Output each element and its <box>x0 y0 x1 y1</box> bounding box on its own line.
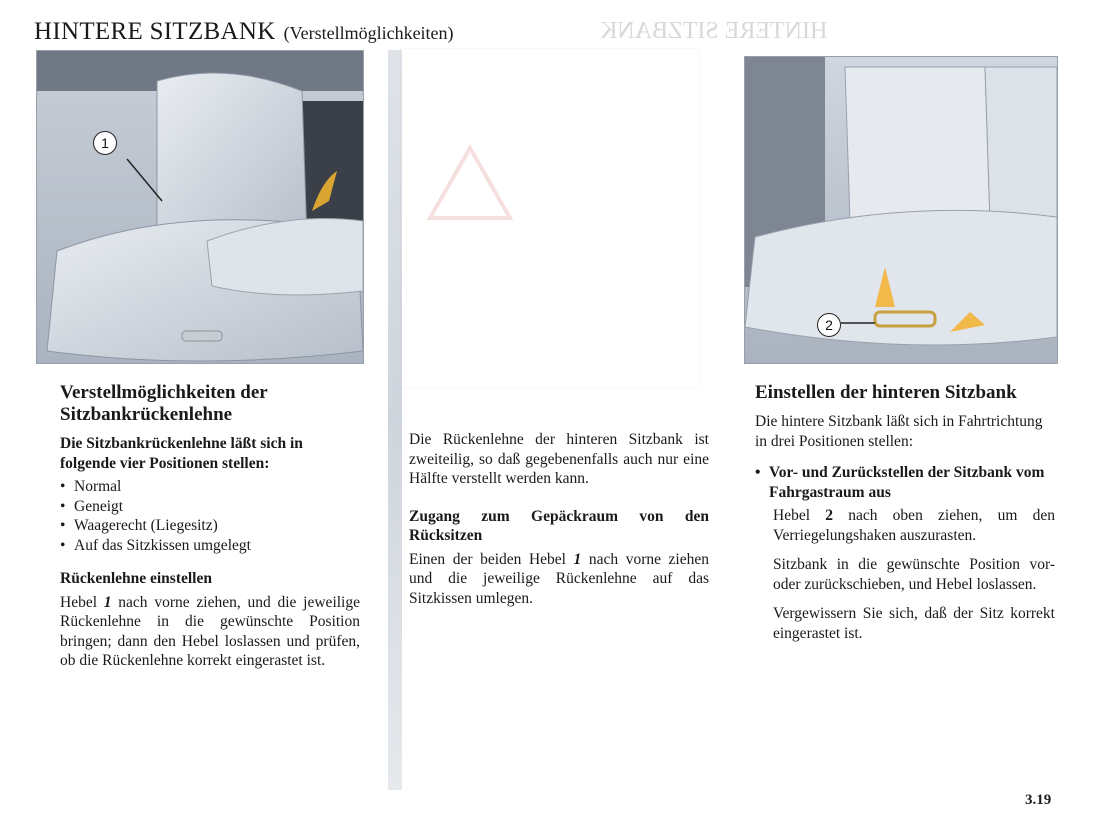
list-item: • Waagerecht (Liegesitz) <box>60 516 360 536</box>
backrest-instructions: Hebel 1 nach vorne ziehen, und die jeweilige Rückenlehne in die gewünschte Position bringen; dann den Hebel loslassen und prüfen, ob die Rückenlehne korrekt eingerastet ist. <box>60 593 360 669</box>
list-item: • Vor- und Zurückstellen der Sitzbank vom Fahrgastraum aus <box>755 463 1055 502</box>
right-text-column <box>755 382 1055 653</box>
middle-text-column <box>409 430 709 618</box>
bleed-through-header: HINTERE SITZBANK <box>600 18 828 44</box>
callout-lever-2: 2 <box>817 313 841 337</box>
slide-step-3: Vergewissern Sie sich, daß der Sitz korrekt eingerastet ist. <box>773 605 1055 642</box>
sub-heading-trunk-access: Zugang zum Gepäckraum von den Rücksitzen <box>409 507 709 544</box>
callout-lever-1: 1 <box>93 131 117 155</box>
list-item: • Geneigt <box>60 497 360 517</box>
section-heading-rear-seat: Einstellen der hinteren Sitzbank <box>755 382 1017 403</box>
sub-heading-adjust-backrest: Rückenlehne einstellen <box>60 570 212 587</box>
backrest-positions-list <box>60 477 360 555</box>
slide-step-2: Sitzbank in die gewünschte Position vor- oder zurückschieben, und Hebel loslassen. <box>773 556 1055 593</box>
rear-seat-slide-photo <box>744 56 1058 364</box>
bleed-through-warning-icon <box>400 48 700 388</box>
seat-backrest-photo <box>36 50 364 364</box>
rear-seat-intro: Die hintere Sitzbank läßt sich in Fahrtrichtung in drei Positionen stellen: <box>755 413 1043 450</box>
backrest-split-note: Die Rückenlehne der hinteren Sitzbank ist zweiteilig, so daß gegebenenfalls auch nur eine Hälfte verstellt werden kann. <box>409 431 709 487</box>
list-item: • Auf das Sitzkissen umgelegt <box>60 536 360 556</box>
page-header <box>34 18 454 46</box>
backrest-intro: Die Sitzbankrückenlehne läßt sich in folgende vier Positionen stellen: <box>60 435 303 472</box>
rear-seat-options-list <box>755 463 1055 502</box>
slide-step-1: Hebel 2 nach oben ziehen, um den Verriegelungshaken auszurasten. <box>773 507 1055 544</box>
trunk-access-instructions: Einen der beiden Hebel 1 nach vorne ziehen und die jeweilige Rückenlehne auf das Sitzkissen umlegen. <box>409 550 709 607</box>
page-title: HINTERE SITZBANK <box>34 18 276 45</box>
page-subtitle: (Verstellmöglichkeiten) <box>283 23 454 43</box>
list-item: • Normal <box>60 477 360 497</box>
section-heading-backrest: Verstellmöglichkeiten der Sitzbankrückenlehne <box>60 382 268 425</box>
rear-seat-instructions <box>755 506 1055 643</box>
left-text-column <box>60 382 360 681</box>
page-number: 3.19 <box>1025 792 1052 808</box>
